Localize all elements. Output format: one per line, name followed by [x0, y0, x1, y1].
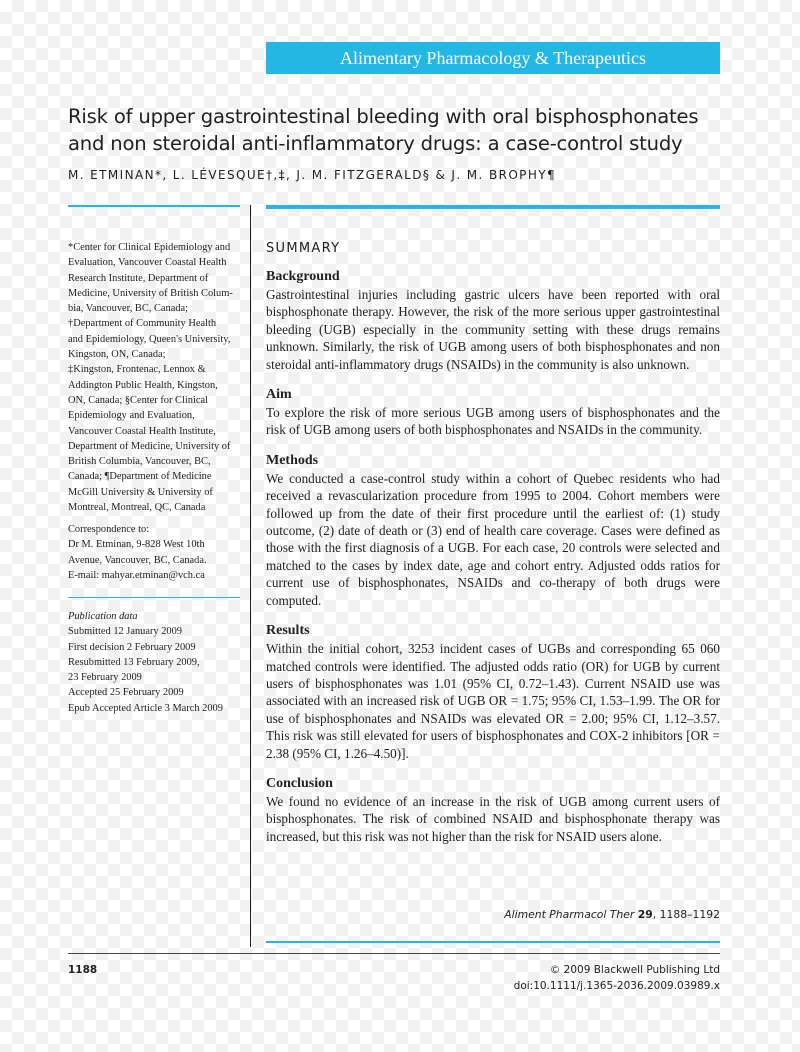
citation-journal: Aliment Pharmacol Ther — [504, 908, 635, 921]
section-heading: Aim — [266, 387, 292, 403]
affiliation-lines-line: *Center for Clinical Epidemiology and — [68, 242, 231, 253]
publication-data — [68, 609, 244, 716]
section-text: To explore the risk of more serious UGB among users of bisphosphonates and the risk of UGB among users of both bisphosphonates and NSAIDs in the community. — [266, 405, 720, 438]
affiliation-lines-line: Montreal, Montreal, QC, Canada — [68, 502, 206, 514]
publication-data-lines-line: Epub Accepted Article 3 March 2009 — [68, 702, 223, 714]
left-column-top-rule — [68, 205, 240, 207]
affiliation-lines-line: Medicine, University of British Colum- — [68, 287, 233, 299]
correspondence-lines-line: Dr M. Etminan, 9-828 West 10th — [68, 539, 205, 551]
summary-section-conclusion — [266, 774, 720, 845]
affiliation-lines-line: Vancouver Coastal Health Institute, — [68, 425, 216, 437]
right-column-bottom-rule — [266, 941, 720, 943]
section-text: We conducted a case-control study within a cohort of Quebec residents who had received a revascularization procedure from 1995 to 2004. Cohort members were followed up from the date of their first procedure until the earliest of: (1) study outcome, (2) date of death or (3) end of health care coverage. Cases were defined as those with the first diagnosis of a UGB. For each case, 20 controls were selected and matched to the cases by index date, age and cohort entry. Adjusted odds ratios for current use of bisphosphonates, NSAIDs and co-therapy of both drugs were computed. — [266, 470, 720, 608]
publication-data-lines-line: Resubmitted 13 February 2009, — [68, 656, 200, 668]
summary-section-background — [266, 267, 720, 373]
left-column-divider-rule — [68, 597, 240, 598]
copyright: © 2009 Blackwell Publishing Ltd — [549, 964, 720, 976]
section-text: Gastrointestinal injuries including gastric ulcers have been reported with oral bisphosphonate therapy. However, the risk of the more serious upper gastrointestinal bleeding (UGB) especially in the community setting with these drugs remains unknown. Similarly, the risk of UGB among users of both bisphosphonates and non steroidal anti-inflammatory drugs (NSAIDs) in the community is also unknown. — [266, 287, 720, 372]
citation — [266, 908, 720, 921]
section-heading: Methods — [266, 452, 319, 468]
article-title — [68, 103, 748, 157]
correspondence-lines-line: Correspondence to: — [68, 524, 150, 535]
publication-data-lines-line: 23 February 2009 — [68, 672, 142, 684]
title-line: Risk of upper gastrointestinal bleeding with oral bisphosphonates — [68, 105, 699, 128]
page-number: 1188 — [68, 964, 98, 976]
section-heading: Results — [266, 623, 310, 639]
section-text: Within the initial cohort, 3253 incident cases of UGBs and corresponding 65 060 matched controls were identified. The adjusted odds ratio (OR) for UGB by current users of bisphosphonates was 1.01 (95% CI, 0.72–1.43). Current NSAID use was associated with an increased risk of UGB OR = 1.75; 95% CI, 1.53–1.99. The OR for use of bisphosphonates and NSAIDs was elevated OR = 2.00; 95% CI, 1.12–3.57. This risk was still elevated for users of bisphosphonates and COX-2 inhibitors [OR = 2.38 (95% CI, 1.26–4.50)]. — [266, 641, 720, 761]
affiliation-lines-line: Canada; ¶Department of Medicine — [68, 471, 212, 483]
publication-data-label: Publication data — [68, 611, 138, 622]
affiliation-lines-line: Epidemiology and Evaluation, — [68, 410, 195, 422]
affiliation-lines-line: Addington Public Health, Kingston, — [68, 379, 218, 391]
correspondence-lines-line: Avenue, Vancouver, BC, Canada. — [68, 554, 207, 566]
affiliation-lines-line: and Epidemiology, Queen's University, — [68, 333, 231, 345]
publication-data-lines-line: Submitted 12 January 2009 — [68, 626, 182, 638]
affiliation-lines-line: Evaluation, Vancouver Coastal Health — [68, 257, 227, 269]
summary — [266, 240, 720, 857]
right-column-top-rule — [266, 205, 720, 209]
affiliation-lines-line: British Columbia, Vancouver, BC, — [68, 456, 211, 468]
affiliation-lines-line: bia, Vancouver, BC, Canada; — [68, 303, 189, 315]
affiliation-lines-line: Kingston, ON, Canada; — [68, 349, 166, 361]
journal-banner: Alimentary Pharmacology & Therapeutics — [266, 42, 720, 74]
affiliation-lines-line: ON, Canada; §Center for Clinical — [68, 394, 208, 406]
section-heading: Conclusion — [266, 775, 333, 791]
affiliation-lines-line: Department of Medicine, University of — [68, 440, 231, 452]
summary-section-methods — [266, 451, 720, 609]
summary-section-results — [266, 621, 720, 762]
section-heading: Background — [266, 269, 340, 284]
citation-volume: 29 — [637, 908, 653, 921]
correspondence — [68, 522, 244, 583]
author-list: M. ETMINAN*, L. LÉVESQUE†,‡, J. M. FITZGERALD§ & J. M. BROPHY¶ — [68, 168, 557, 182]
affiliations — [68, 240, 244, 515]
title-line: and non steroidal anti-inflammatory drugs: a case-control study — [68, 132, 683, 155]
citation-pages: , 1188–1192 — [652, 908, 720, 921]
correspondence-lines-line: E-mail: mahyar.etminan@vch.ca — [68, 569, 205, 581]
doi: doi:10.1111/j.1365-2036.2009.03989.x — [513, 980, 720, 992]
summary-section-aim — [266, 385, 720, 439]
publication-data-lines-line: First decision 2 February 2009 — [68, 641, 196, 653]
column-divider — [250, 205, 251, 947]
affiliation-lines-line: Research Institute, Department of — [68, 272, 209, 284]
publication-data-lines-line: Accepted 25 February 2009 — [68, 687, 184, 699]
summary-heading: SUMMARY — [266, 241, 341, 256]
affiliation-lines-line: McGill University & University of — [68, 486, 213, 498]
affiliation-lines-line: ‡Kingston, Frontenac, Lennox & — [68, 364, 206, 376]
footer-rule — [68, 953, 720, 954]
affiliation-lines-line: †Department of Community Health — [68, 318, 217, 330]
section-text: We found no evidence of an increase in the risk of UGB among current users of bisphosphonates. The risk of combined NSAID and bisphosphonate therapy was increased, but this risk was not higher than the risk for NSAID users alone. — [266, 793, 720, 844]
